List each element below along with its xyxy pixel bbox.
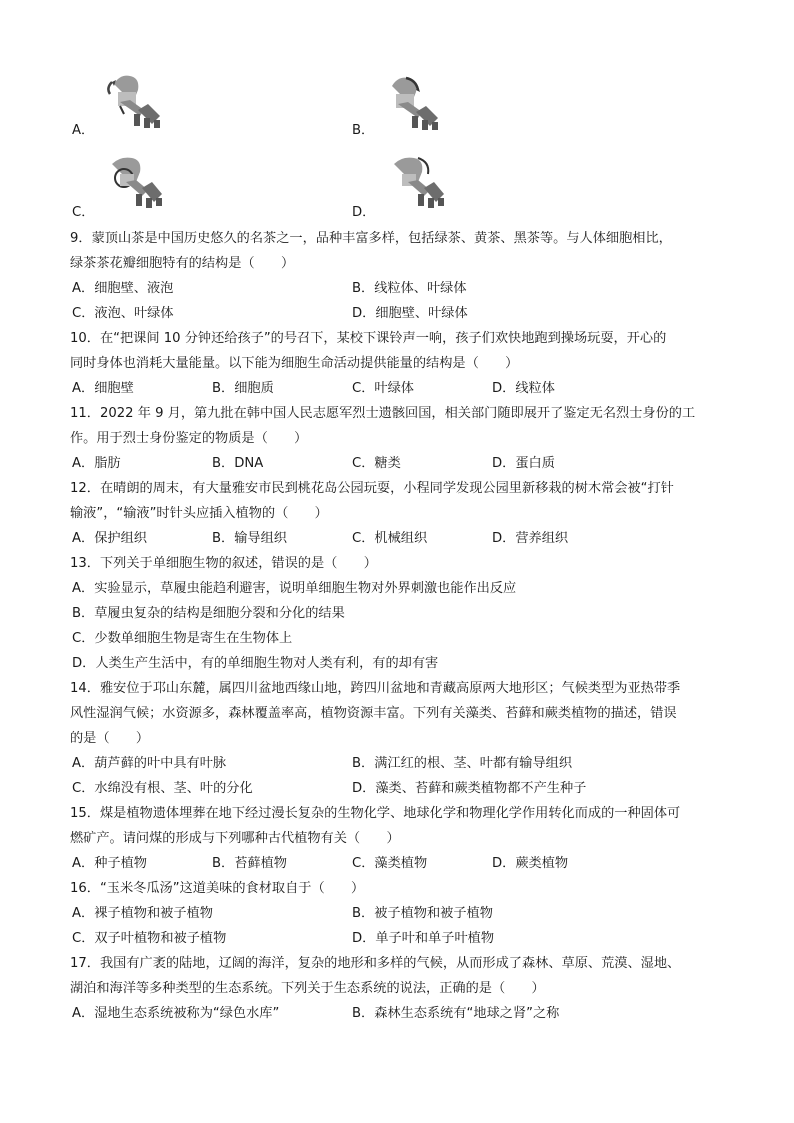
question-9-option-a: A．细胞壁、液泡	[72, 281, 174, 296]
question-12-stem-line-2: 输液”，“输液”时针头应插入植物的（ ）	[70, 506, 328, 521]
question-14-stem-line-1: 14．雅安位于邛山东麓，属四川盆地西缘山地，跨四川盆地和青藏高原两大地形区；气候类型为亚热带季	[70, 681, 681, 696]
question-17-stem-line-1: 17．我国有广袤的陆地，辽阔的海洋，复杂的地形和多样的气候，从而形成了森林、草原、荒漠、湿地、	[70, 956, 681, 971]
question-16-option-d: D．单子叶和单子叶植物	[352, 931, 495, 946]
question-17-stem-line-2: 湖泊和海洋等多种类型的生态系统。下列关于生态系统的说法，正确的是（ ）	[70, 981, 545, 996]
question-16-stem: 16．“玉米冬瓜汤”这道美味的食材取自于（ ）	[70, 881, 365, 896]
question-9-option-d: D．细胞壁、叶绿体	[352, 306, 468, 321]
question-16-option-a: A．裸子植物和被子植物	[72, 906, 213, 921]
question-12-option-d: D．营养组织	[492, 531, 569, 546]
question-10-option-d: D．线粒体	[492, 381, 555, 396]
question-14-option-b: B．满江红的根、茎、叶都有输导组织	[352, 756, 573, 771]
question-16-option-b: B．被子植物和被子植物	[352, 906, 493, 921]
question-10-option-c: C．叶绿体	[352, 381, 414, 396]
question-11-option-d: D．蛋白质	[492, 456, 555, 471]
question-12-stem-line-1: 12．在晴朗的周末，有大量雅安市民到桃花岛公园玩耍，小程同学发现公园里新移栽的树木常会被“打针	[70, 481, 674, 496]
option-c-label: C．	[72, 205, 95, 220]
question-10-option-a: A．细胞壁	[72, 381, 134, 396]
question-13-option-c: C．少数单细胞生物是寄生在生物体上	[72, 631, 293, 646]
option-a-label: A．	[72, 123, 95, 138]
question-15-option-b: B．苔藓植物	[212, 856, 287, 871]
question-13-stem: 13．下列关于单细胞生物的叙述，错误的是（ ）	[70, 556, 377, 571]
question-14-option-a: A．葫芦藓的叶中具有叶脉	[72, 756, 227, 771]
question-16-option-c: C．双子叶植物和被子植物	[72, 931, 227, 946]
question-13-option-d: D．人类生产生活中，有的单细胞生物对人类有利，有的却有害	[72, 656, 439, 671]
question-17-option-a: A．湿地生态系统被称为“绿色水库”	[72, 1006, 280, 1021]
question-14-option-d: D．藻类、苔藓和蕨类植物都不产生种子	[352, 781, 587, 796]
question-11-option-a: A．脂肪	[72, 456, 121, 471]
question-13-option-a: A．实验显示，草履虫能趋利避害，说明单细胞生物对外界刺激也能作出反应	[72, 581, 517, 596]
question-15-stem-line-1: 15．煤是植物遗体埋葬在地下经过漫长复杂的生物化学、地球化学和物理化学作用转化而成的一种固体可	[70, 806, 681, 821]
bone-joint-diagram-icon	[102, 152, 172, 212]
question-15-stem-line-2: 燃矿产。请问煤的形成与下列哪种古代植物有关（ ）	[70, 831, 400, 846]
question-15-option-d: D．蕨类植物	[492, 856, 569, 871]
bone-joint-diagram-icon	[100, 70, 170, 130]
bone-joint-diagram-icon	[384, 152, 454, 212]
question-11-stem-line-2: 作。用于烈士身份鉴定的物质是（ ）	[70, 431, 308, 446]
bone-joint-diagram-icon	[378, 72, 448, 132]
option-d-label: D．	[352, 205, 376, 220]
question-17-option-b: B．森林生态系统有“地球之肾”之称	[352, 1006, 560, 1021]
question-15-option-c: C．藻类植物	[352, 856, 428, 871]
question-13-option-b: B．草履虫复杂的结构是细胞分裂和分化的结果	[72, 606, 345, 621]
question-11-option-c: C．糖类	[352, 456, 401, 471]
question-11-stem-line-1: 11．2022 年 9 月，第九批在韩中国人民志愿军烈士遗骸回国，相关部门随即展开了鉴定无名烈士身份的工	[70, 406, 696, 421]
question-10-option-b: B．细胞质	[212, 381, 274, 396]
question-14-option-c: C．水绵没有根、茎、叶的分化	[72, 781, 253, 796]
question-10-stem-line-2: 同时身体也消耗大量能量。以下能为细胞生命活动提供能量的结构是（ ）	[70, 356, 519, 371]
question-11-option-b: B．DNA	[212, 456, 264, 471]
question-9-option-b: B．线粒体、叶绿体	[352, 281, 467, 296]
question-14-stem-line-2: 风性湿润气候；水资源多，森林覆盖率高，植物资源丰富。下列有关藻类、苔藓和蕨类植物的描述，错误	[70, 706, 677, 721]
question-12-option-b: B．输导组织	[212, 531, 287, 546]
question-12-option-a: A．保护组织	[72, 531, 147, 546]
question-9-option-c: C．液泡、叶绿体	[72, 306, 174, 321]
option-b-label: B．	[352, 123, 375, 138]
question-9-stem-line-1: 9．蒙顶山茶是中国历史悠久的名茶之一，品种丰富多样，包括绿茶、黄茶、黑茶等。与人体细胞相比，	[70, 231, 672, 246]
question-12-option-c: C．机械组织	[352, 531, 428, 546]
question-15-option-a: A．种子植物	[72, 856, 147, 871]
question-14-stem-line-3: 的是（ ）	[70, 731, 150, 746]
question-10-stem-line-1: 10．在“把课间 10 分钟还给孩子”的号召下，某校下课铃声一响，孩子们欢快地跑到操场玩耍，开心的	[70, 331, 667, 346]
question-9-stem-line-2: 绿茶茶花瓣细胞特有的结构是（ ）	[70, 256, 295, 271]
